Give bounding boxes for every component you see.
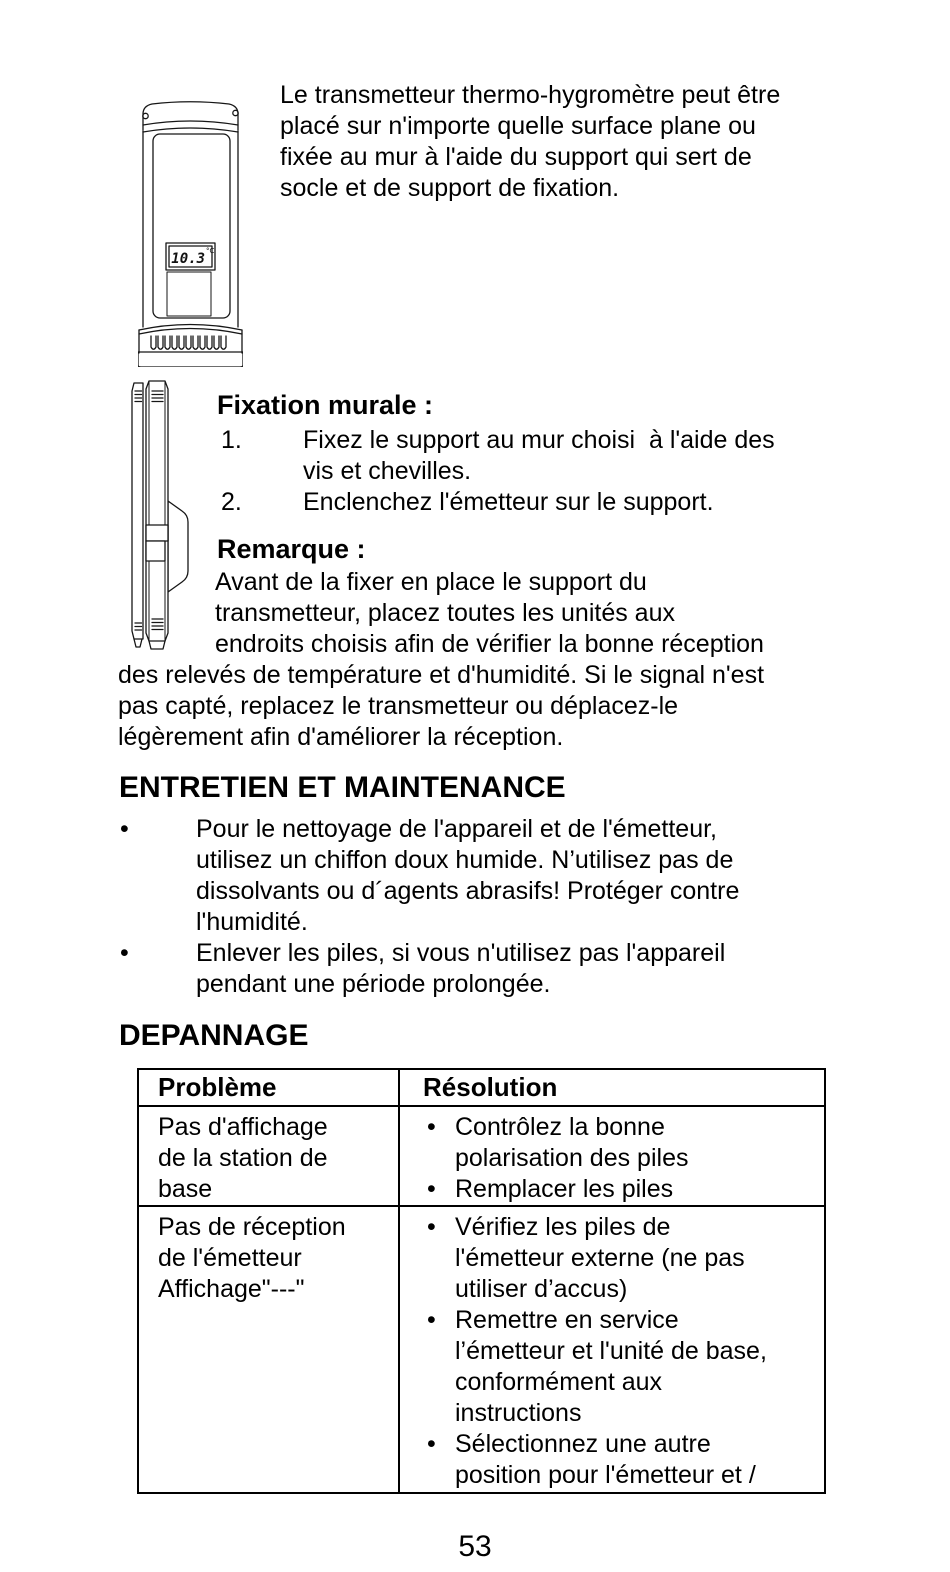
section-heading-note: Remarque : bbox=[217, 534, 366, 564]
bullet-marker: • bbox=[427, 1213, 436, 1241]
resolution-bullet-item bbox=[423, 1429, 824, 1491]
text-line: l'émetteur externe (ne pas bbox=[455, 1244, 745, 1272]
bullet-marker: • bbox=[120, 939, 129, 967]
section-heading-maintenance: ENTRETIEN ET MAINTENANCE bbox=[119, 771, 566, 804]
text-line: pendant une période prolongée. bbox=[196, 970, 551, 998]
cap-rim-line bbox=[143, 128, 238, 132]
collar-ribs bbox=[151, 336, 226, 349]
column-header-resolution: Résolution bbox=[423, 1072, 558, 1102]
bullet-marker: • bbox=[427, 1175, 436, 1203]
collar-wave bbox=[139, 325, 242, 331]
text-line: Enlever les piles, si vous n'utilisez pas l'appareil bbox=[196, 939, 726, 967]
note-indented-paragraph bbox=[215, 567, 764, 660]
foot-left bbox=[134, 639, 142, 647]
maintenance-bullet-item bbox=[196, 938, 725, 1000]
lcd-value: 10.3 bbox=[171, 251, 205, 267]
latch-lower bbox=[146, 541, 165, 561]
intro-paragraph bbox=[280, 80, 780, 204]
text-line: placé sur n'importe quelle surface plane ou bbox=[280, 112, 756, 140]
transmitter-figure bbox=[138, 100, 243, 367]
text-line: Pas d'affichage bbox=[158, 1113, 328, 1141]
bullet-marker: • bbox=[120, 815, 129, 843]
text-line: légèrement afin d'améliorer la réception. bbox=[118, 723, 564, 751]
body-panel bbox=[153, 134, 230, 318]
text-line: des relevés de température et d'humidité. Si le signal n'est bbox=[118, 661, 765, 689]
text-line: conformément aux bbox=[455, 1368, 663, 1396]
bullet-marker: • bbox=[427, 1306, 436, 1334]
text-line: de l'émetteur bbox=[158, 1244, 302, 1272]
foot-right bbox=[149, 641, 165, 649]
text-line: Remplacer les piles bbox=[455, 1175, 674, 1203]
text-line: pas capté, replacez le transmetteur ou déplacez-le bbox=[118, 692, 679, 720]
resolution-bullet-item bbox=[423, 1174, 824, 1205]
text-line: polarisation des piles bbox=[455, 1144, 689, 1172]
lcd-readout bbox=[171, 247, 214, 267]
cap-outline bbox=[143, 102, 238, 130]
wall-bracket-figure bbox=[130, 379, 192, 654]
text-line: Avant de la fixer en place le support du bbox=[215, 568, 647, 596]
base-stand bbox=[138, 352, 243, 367]
table-row bbox=[139, 1105, 824, 1205]
troubleshooting-table bbox=[137, 1068, 826, 1494]
cap-rim-line bbox=[143, 121, 238, 125]
page-number: 53 bbox=[458, 1530, 492, 1563]
text-line: fixée au mur à l'aide du support qui sert de bbox=[280, 143, 752, 171]
text-line: Sélectionnez une autre bbox=[455, 1430, 711, 1458]
bullet-marker: • bbox=[427, 1113, 436, 1141]
step-text-line: Enclenchez l'émetteur sur le support. bbox=[303, 488, 714, 516]
table-row bbox=[139, 1205, 824, 1492]
step-number: 2. bbox=[221, 488, 242, 516]
text-line: Contrôlez la bonne bbox=[455, 1113, 665, 1141]
text-line: base bbox=[158, 1175, 213, 1203]
text-line: instructions bbox=[455, 1399, 582, 1427]
resolution-bullet-item bbox=[423, 1212, 824, 1305]
text-line: Le transmetteur thermo-hygromètre peut être bbox=[280, 81, 781, 109]
collar-wave bbox=[139, 329, 242, 335]
text-line: Remettre en service bbox=[455, 1306, 679, 1334]
problem-cell bbox=[139, 1207, 400, 1492]
resolution-cell bbox=[400, 1107, 824, 1205]
text-line: endroits choisis afin de vérifier la bonne réception bbox=[215, 630, 764, 658]
resolution-cell bbox=[400, 1207, 824, 1492]
text-line: socle et de support de fixation. bbox=[280, 174, 620, 202]
text-line: utilisez un chiffon doux humide. N’utilisez pas de bbox=[196, 846, 734, 874]
text-line: utiliser d’accus) bbox=[455, 1275, 628, 1303]
latch-upper bbox=[146, 525, 168, 541]
text-line: dissolvants ou d´agents abrasifs! Protéger contre bbox=[196, 877, 740, 905]
column-header-problem: Problème bbox=[139, 1070, 400, 1105]
lcd-unit: °C bbox=[206, 247, 215, 255]
table-header-row bbox=[139, 1070, 824, 1105]
problem-cell bbox=[139, 1107, 400, 1205]
step-number: 1. bbox=[221, 426, 242, 454]
resolution-bullet-item bbox=[423, 1112, 824, 1174]
text-line: de la station de bbox=[158, 1144, 328, 1172]
section-heading-troubleshooting: DEPANNAGE bbox=[119, 1019, 309, 1052]
resolution-bullet-item bbox=[423, 1305, 824, 1429]
text-line: Pour le nettoyage de l'appareil et de l'émetteur, bbox=[196, 815, 717, 843]
battery-panel bbox=[167, 272, 211, 316]
bullet-marker: • bbox=[427, 1430, 436, 1458]
bracket-hook bbox=[168, 501, 188, 592]
step-text-line: vis et chevilles. bbox=[303, 457, 472, 485]
maintenance-bullet-item bbox=[196, 814, 739, 938]
section-heading-wall-mount: Fixation murale : bbox=[217, 390, 434, 420]
text-line: l’émetteur et l'unité de base, bbox=[455, 1337, 767, 1365]
text-line: l'humidité. bbox=[196, 908, 308, 936]
text-line: Pas de réception bbox=[158, 1213, 346, 1241]
step-text-line: Fixez le support au mur choisi à l'aide des bbox=[303, 426, 775, 454]
text-line: transmetteur, placez toutes les unités aux bbox=[215, 599, 675, 627]
text-line: Affichage"---" bbox=[158, 1275, 305, 1303]
text-line: Vérifiez les piles de bbox=[455, 1213, 671, 1241]
side-slab-left bbox=[132, 383, 143, 639]
note-full-width-paragraph bbox=[118, 660, 764, 753]
text-line: position pour l'émetteur et / bbox=[455, 1461, 756, 1489]
